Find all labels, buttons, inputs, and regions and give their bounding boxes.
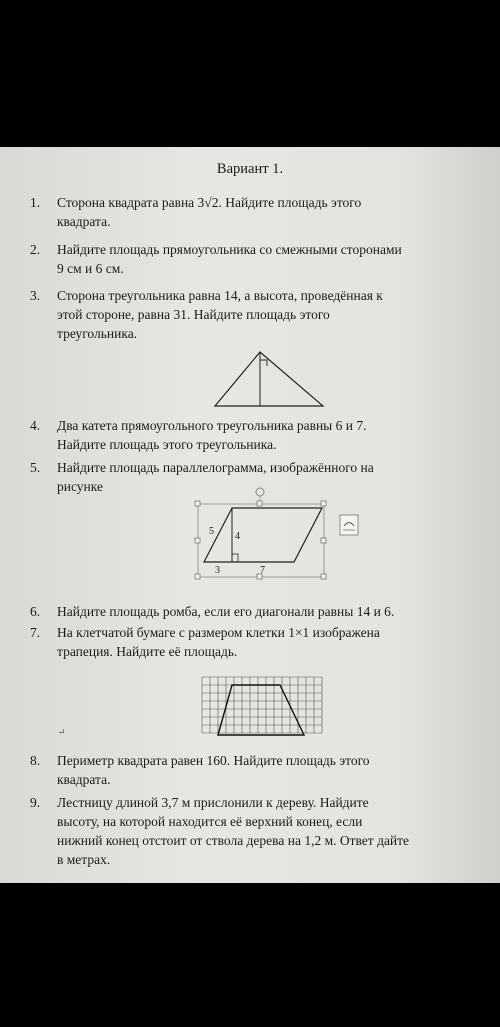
task-number: 3. [30, 288, 41, 303]
label-height: 4 [235, 531, 240, 542]
task-line: Периметр квадрата равен 160. Найдите площадь этого [57, 753, 370, 768]
task-line: рисунке [57, 479, 103, 494]
task-line: Найдите площадь ромба, если его диагонали равны 14 и 6. [57, 604, 395, 619]
trapezoid-grid-figure [200, 675, 325, 739]
label-left-side: 5 [209, 526, 214, 537]
task-number: 4. [30, 418, 41, 433]
task-line: Сторона треугольника равна 14, а высота, проведённая к [57, 288, 383, 303]
task-line: трапеция. Найдите её площадь. [57, 644, 238, 659]
task-line: Найдите площадь параллелограмма, изображённого на [57, 460, 374, 475]
task-line: квадрата. [57, 772, 111, 787]
task-line: Два катета прямоугольного треугольника равны 6 и 7. [57, 418, 367, 433]
task-number: 9. [30, 795, 41, 810]
worksheet-page [0, 147, 500, 883]
task-line: Сторона квадрата равна 3√2. Найдите площадь этого [57, 195, 362, 210]
task-number: 6. [30, 604, 41, 619]
task-line: высоту, на которой находится её верхний конец, если [57, 814, 363, 829]
parallelogram-figure[interactable] [190, 482, 380, 587]
paragraph-mark: ↵ [58, 727, 66, 737]
task-number: 2. [30, 242, 41, 257]
task-line: этой стороне, равна 31. Найдите площадь этого [57, 307, 330, 322]
variant-title: Вариант 1. [216, 161, 284, 177]
label-base-left: 3 [215, 565, 220, 576]
task-line: в метрах. [57, 852, 111, 867]
task-line: На клетчатой бумаге с размером клетки 1×1 изображена [57, 625, 380, 640]
layout-options-icon [340, 515, 358, 535]
task-line: Найдите площадь этого треугольника. [57, 437, 277, 452]
task-number: 7. [30, 625, 41, 640]
label-base-right: 7 [260, 565, 265, 576]
task-line: Лестницу длиной 3,7 м прислонили к дереву. Найдите [57, 795, 369, 810]
task-line: Найдите площадь прямоугольника со смежными сторонами [57, 242, 402, 257]
task-number: 1. [30, 195, 41, 210]
task-line: квадрата. [57, 214, 111, 229]
task-line: треугольника. [57, 326, 138, 341]
task-number: 5. [30, 460, 41, 475]
task-number: 8. [30, 753, 41, 768]
task-line: нижний конец отстоит от ствола дерева на 1,2 м. Ответ дайте [57, 833, 410, 848]
task-line: 9 см и 6 см. [57, 261, 124, 276]
triangle-figure [205, 342, 330, 412]
